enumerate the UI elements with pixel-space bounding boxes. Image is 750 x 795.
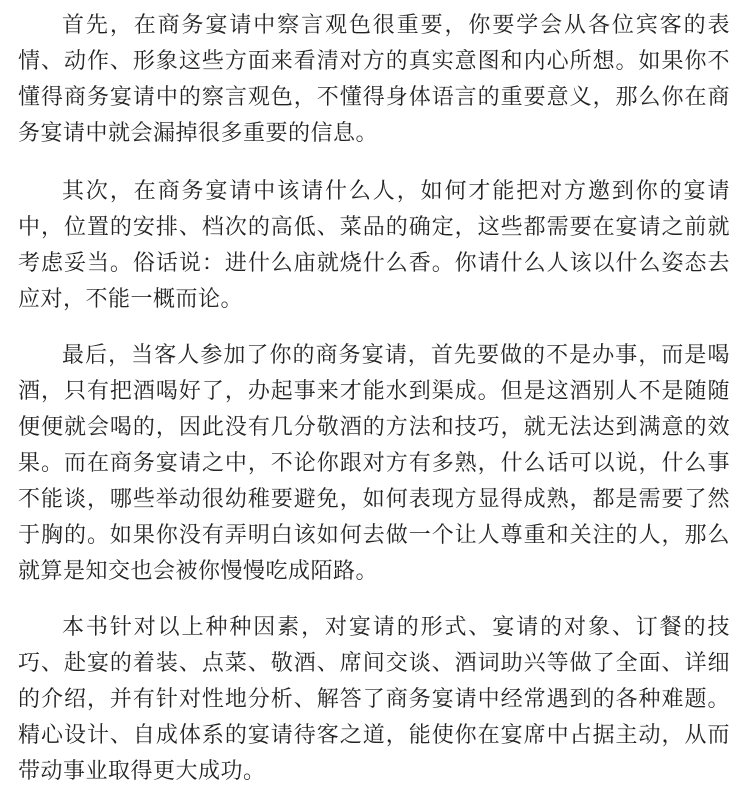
paragraph-4: 本书针对以上种种因素，对宴请的形式、宴请的对象、订餐的技巧、赴宴的着装、点菜、敬酒、席间交谈、酒词助兴等做了全面、详细的介绍，并有针对性地分析、解答了商务宴请中经常遇到的各种难题。精心设计、自成体系的宴请待客之道，能使你在宴席中占据主动，从而带动事业取得更大成功。 bbox=[18, 615, 730, 784]
paragraph-1: 首先，在商务宴请中察言观色很重要，你要学会从各位宾客的表情、动作、形象这些方面来看清对方的真实意图和内心所想。如果你不懂得商务宴请中的察言观色，不懂得身体语言的重要意义，那么你在商务宴请中就会漏掉很多重要的信息。 bbox=[18, 13, 730, 146]
document-page bbox=[18, 8, 730, 788]
paragraph-3: 最后，当客人参加了你的商务宴请，首先要做的不是办事，而是喝酒，只有把酒喝好了，办起事来才能水到渠成。但是这酒别人不是随随便便就会喝的，因此没有几分敬酒的方法和技巧，就无法达到满意的效果。而在商务宴请之中，不论你跟对方有多熟，什么话可以说，什么事不能谈，哪些举动很幼稚要避免，如何表现方显得成熟，都是需要了然于胸的。如果你没有弄明白该如何去做一个让人尊重和关注的人，那么就算是知交也会被你慢慢吃成陌路。 bbox=[18, 343, 730, 584]
paragraph-2: 其次，在商务宴请中该请什么人，如何才能把对方邀到你的宴请中，位置的安排、档次的高低、菜品的确定，这些都需要在宴请之前就考虑妥当。俗话说：进什么庙就烧什么香。你请什么人该以什么姿态去应对，不能一概而论。 bbox=[18, 179, 730, 312]
